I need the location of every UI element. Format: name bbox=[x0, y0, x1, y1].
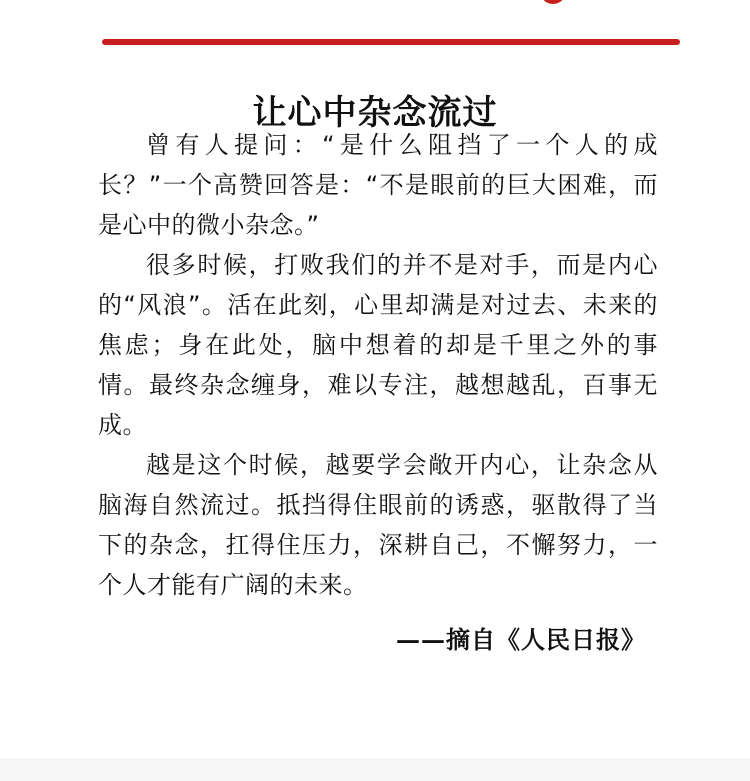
article-body bbox=[98, 125, 658, 605]
header-divider bbox=[102, 39, 680, 45]
bottom-band bbox=[0, 758, 750, 781]
article-title: 让心中杂念流过 bbox=[252, 92, 498, 133]
top-decoration bbox=[540, 0, 566, 4]
paragraph-3: 越是这个时候，越要学会敞开内心，让杂念从脑海自然流过。抵挡得住眼前的诱惑，驱散得了当下的杂念，扛得住压力，深耕自己，不懈努力，一个人才能有广阔的未来。 bbox=[98, 451, 658, 599]
source-attribution: ——摘自《人民日报》 bbox=[396, 625, 646, 654]
paragraph-2: 很多时候，打败我们的并不是对手，而是内心的“风浪”。活在此刻，心里却满是对过去、未来的焦虑；身在此处，脑中想着的却是千里之外的事情。最终杂念缠身，难以专注，越想越乱，百事无成。 bbox=[98, 251, 658, 439]
paragraph-1: 曾有人提问：“是什么阻挡了一个人的成长？”一个高赞回答是：“不是眼前的巨大困难，而是心中的微小杂念。” bbox=[98, 131, 658, 239]
